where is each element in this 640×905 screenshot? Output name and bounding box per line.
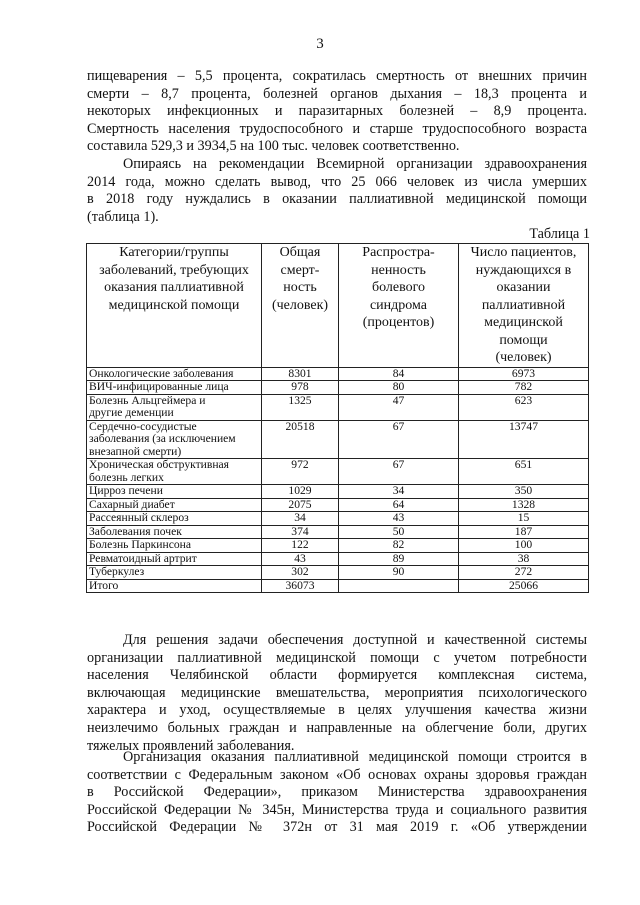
table-caption: Таблица 1 (529, 226, 590, 242)
text-line: соответствии с Федеральным законом «Об основах охраны здоровья граждан (87, 766, 587, 783)
cell-patients: 15 (459, 512, 589, 526)
table-row (87, 539, 589, 553)
cell-patients: 6973 (459, 367, 589, 381)
cell-category: Сердечно-сосудистые заболевания (за исключением внезапной смерти) (87, 420, 262, 459)
cell-pain-prevalence: 43 (339, 512, 459, 526)
cell-patients: 100 (459, 539, 589, 553)
page-number: 3 (316, 36, 324, 52)
table-row (87, 485, 589, 499)
table-row (87, 566, 589, 580)
table-row (87, 367, 589, 381)
cell-pain-prevalence: 89 (339, 552, 459, 566)
cell-category: Заболевания почек (87, 525, 262, 539)
cell-pain-prevalence: 82 (339, 539, 459, 553)
paragraph-who-recommendations (87, 156, 587, 226)
cell-category: Хроническая обструктивная болезнь легких (87, 459, 262, 485)
cell-pain-prevalence: 64 (339, 498, 459, 512)
cell-pain-prevalence: 34 (339, 485, 459, 499)
table-row (87, 381, 589, 395)
header-pain-prevalence: Распростра- ненность болевого синдрома (процентов) (339, 244, 459, 368)
cell-patients: 38 (459, 552, 589, 566)
cell-pain-prevalence: 67 (339, 459, 459, 485)
cell-category: Цирроз печени (87, 485, 262, 499)
cell-mortality: 8301 (262, 367, 339, 381)
cell-category: Рассеянный склероз (87, 512, 262, 526)
cell-mortality: 978 (262, 381, 339, 395)
text-line: Российской Федерации № 372н от 31 мая 2019 г. «Об утверждении (87, 819, 587, 836)
text-line: тяжелых проявлений заболевания. (87, 737, 295, 754)
cell-mortality: 122 (262, 539, 339, 553)
text-line: Для решения задачи обеспечения доступной и качественной системы (123, 632, 587, 648)
table-row (87, 394, 589, 420)
cell-category: Болезнь Альцгеймера и другие деменции (87, 394, 262, 420)
cell-patients: 782 (459, 381, 589, 395)
cell-mortality: 36073 (262, 579, 339, 593)
cell-category: Итого (87, 579, 262, 593)
cell-patients: 13747 (459, 420, 589, 459)
text-line: Российской Федерации № 345н, Министерства труда и социального развития (87, 801, 587, 818)
cell-mortality: 2075 (262, 498, 339, 512)
cell-mortality: 302 (262, 566, 339, 580)
table-row (87, 525, 589, 539)
text-line: населения Челябинской области формируется комплексная система, (87, 667, 587, 684)
cell-category: Ревматоидный артрит (87, 552, 262, 566)
cell-pain-prevalence: 47 (339, 394, 459, 420)
text-line: Опираясь на рекомендации Всемирной организации здравоохранения (123, 156, 587, 172)
cell-category: ВИЧ-инфицированные лица (87, 381, 262, 395)
text-line: пищеварения – 5,5 процента, сократилась смертность от внешних причин (87, 68, 587, 84)
cell-pain-prevalence: 90 (339, 566, 459, 580)
table-row (87, 512, 589, 526)
table-row (87, 459, 589, 485)
cell-mortality: 1325 (262, 394, 339, 420)
cell-patients: 25066 (459, 579, 589, 593)
table-header-row (87, 244, 589, 368)
text-line: смерти – 8,7 процента, болезней органов дыхания – 18,3 процента и (87, 85, 587, 102)
text-line: Организация оказания паллиативной медицинской помощи строится в (123, 749, 587, 765)
header-category: Категории/группы заболеваний, требующих оказания паллиативной медицинской помощи (87, 244, 262, 368)
cell-patients: 1328 (459, 498, 589, 512)
text-line: составила 529,3 и 3934,5 на 100 тыс. человек соответственно. (87, 138, 460, 155)
cell-category: Болезнь Паркинсона (87, 539, 262, 553)
palliative-care-table (86, 243, 589, 593)
cell-mortality: 20518 (262, 420, 339, 459)
cell-mortality: 972 (262, 459, 339, 485)
cell-pain-prevalence: 84 (339, 367, 459, 381)
paragraph-legislation (87, 749, 587, 837)
table-row (87, 420, 589, 459)
cell-patients: 651 (459, 459, 589, 485)
text-line: в Российской Федерации», приказом Министерства здравоохранения (87, 784, 587, 801)
text-line: Смертность населения трудоспособного и старше трудоспособного возраста (87, 120, 587, 137)
cell-category: Сахарный диабет (87, 498, 262, 512)
text-line: характера и уход, осуществляемые в целях улучшения качества жизни (87, 702, 587, 719)
text-line: включающая медицинские вмешательства, мероприятия психологического (87, 684, 587, 701)
cell-patients: 272 (459, 566, 589, 580)
table-row (87, 552, 589, 566)
cell-mortality: 1029 (262, 485, 339, 499)
paragraph-mortality (87, 68, 587, 156)
text-line: неизлечимо больных граждан и направленные на облегчение боли, других (87, 719, 587, 736)
header-patients-needing-care: Число пациентов, нуждающихся в оказании паллиативной медицинской помощи (человек) (459, 244, 589, 368)
cell-patients: 350 (459, 485, 589, 499)
header-mortality: Общая смерт- ность (человек) (262, 244, 339, 368)
cell-category: Туберкулез (87, 566, 262, 580)
cell-pain-prevalence: 50 (339, 525, 459, 539)
paragraph-system (87, 632, 587, 755)
text-line: (таблица 1). (87, 208, 159, 225)
cell-patients: 623 (459, 394, 589, 420)
cell-patients: 187 (459, 525, 589, 539)
cell-category: Онкологические заболевания (87, 367, 262, 381)
table-row (87, 579, 589, 593)
table-row (87, 498, 589, 512)
cell-mortality: 34 (262, 512, 339, 526)
text-line: организации паллиативной медицинской помощи с учетом потребности (87, 649, 587, 666)
cell-pain-prevalence: 80 (339, 381, 459, 395)
text-line: 2014 года, можно сделать вывод, что 25 066 человек из числа умерших (87, 173, 587, 190)
cell-pain-prevalence: 67 (339, 420, 459, 459)
cell-mortality: 374 (262, 525, 339, 539)
text-line: в 2018 году нуждались в оказании паллиативной медицинской помощи (87, 191, 587, 208)
cell-pain-prevalence (339, 579, 459, 593)
text-line: некоторых инфекционных и паразитарных болезней – 8,9 процента. (87, 103, 587, 120)
cell-mortality: 43 (262, 552, 339, 566)
